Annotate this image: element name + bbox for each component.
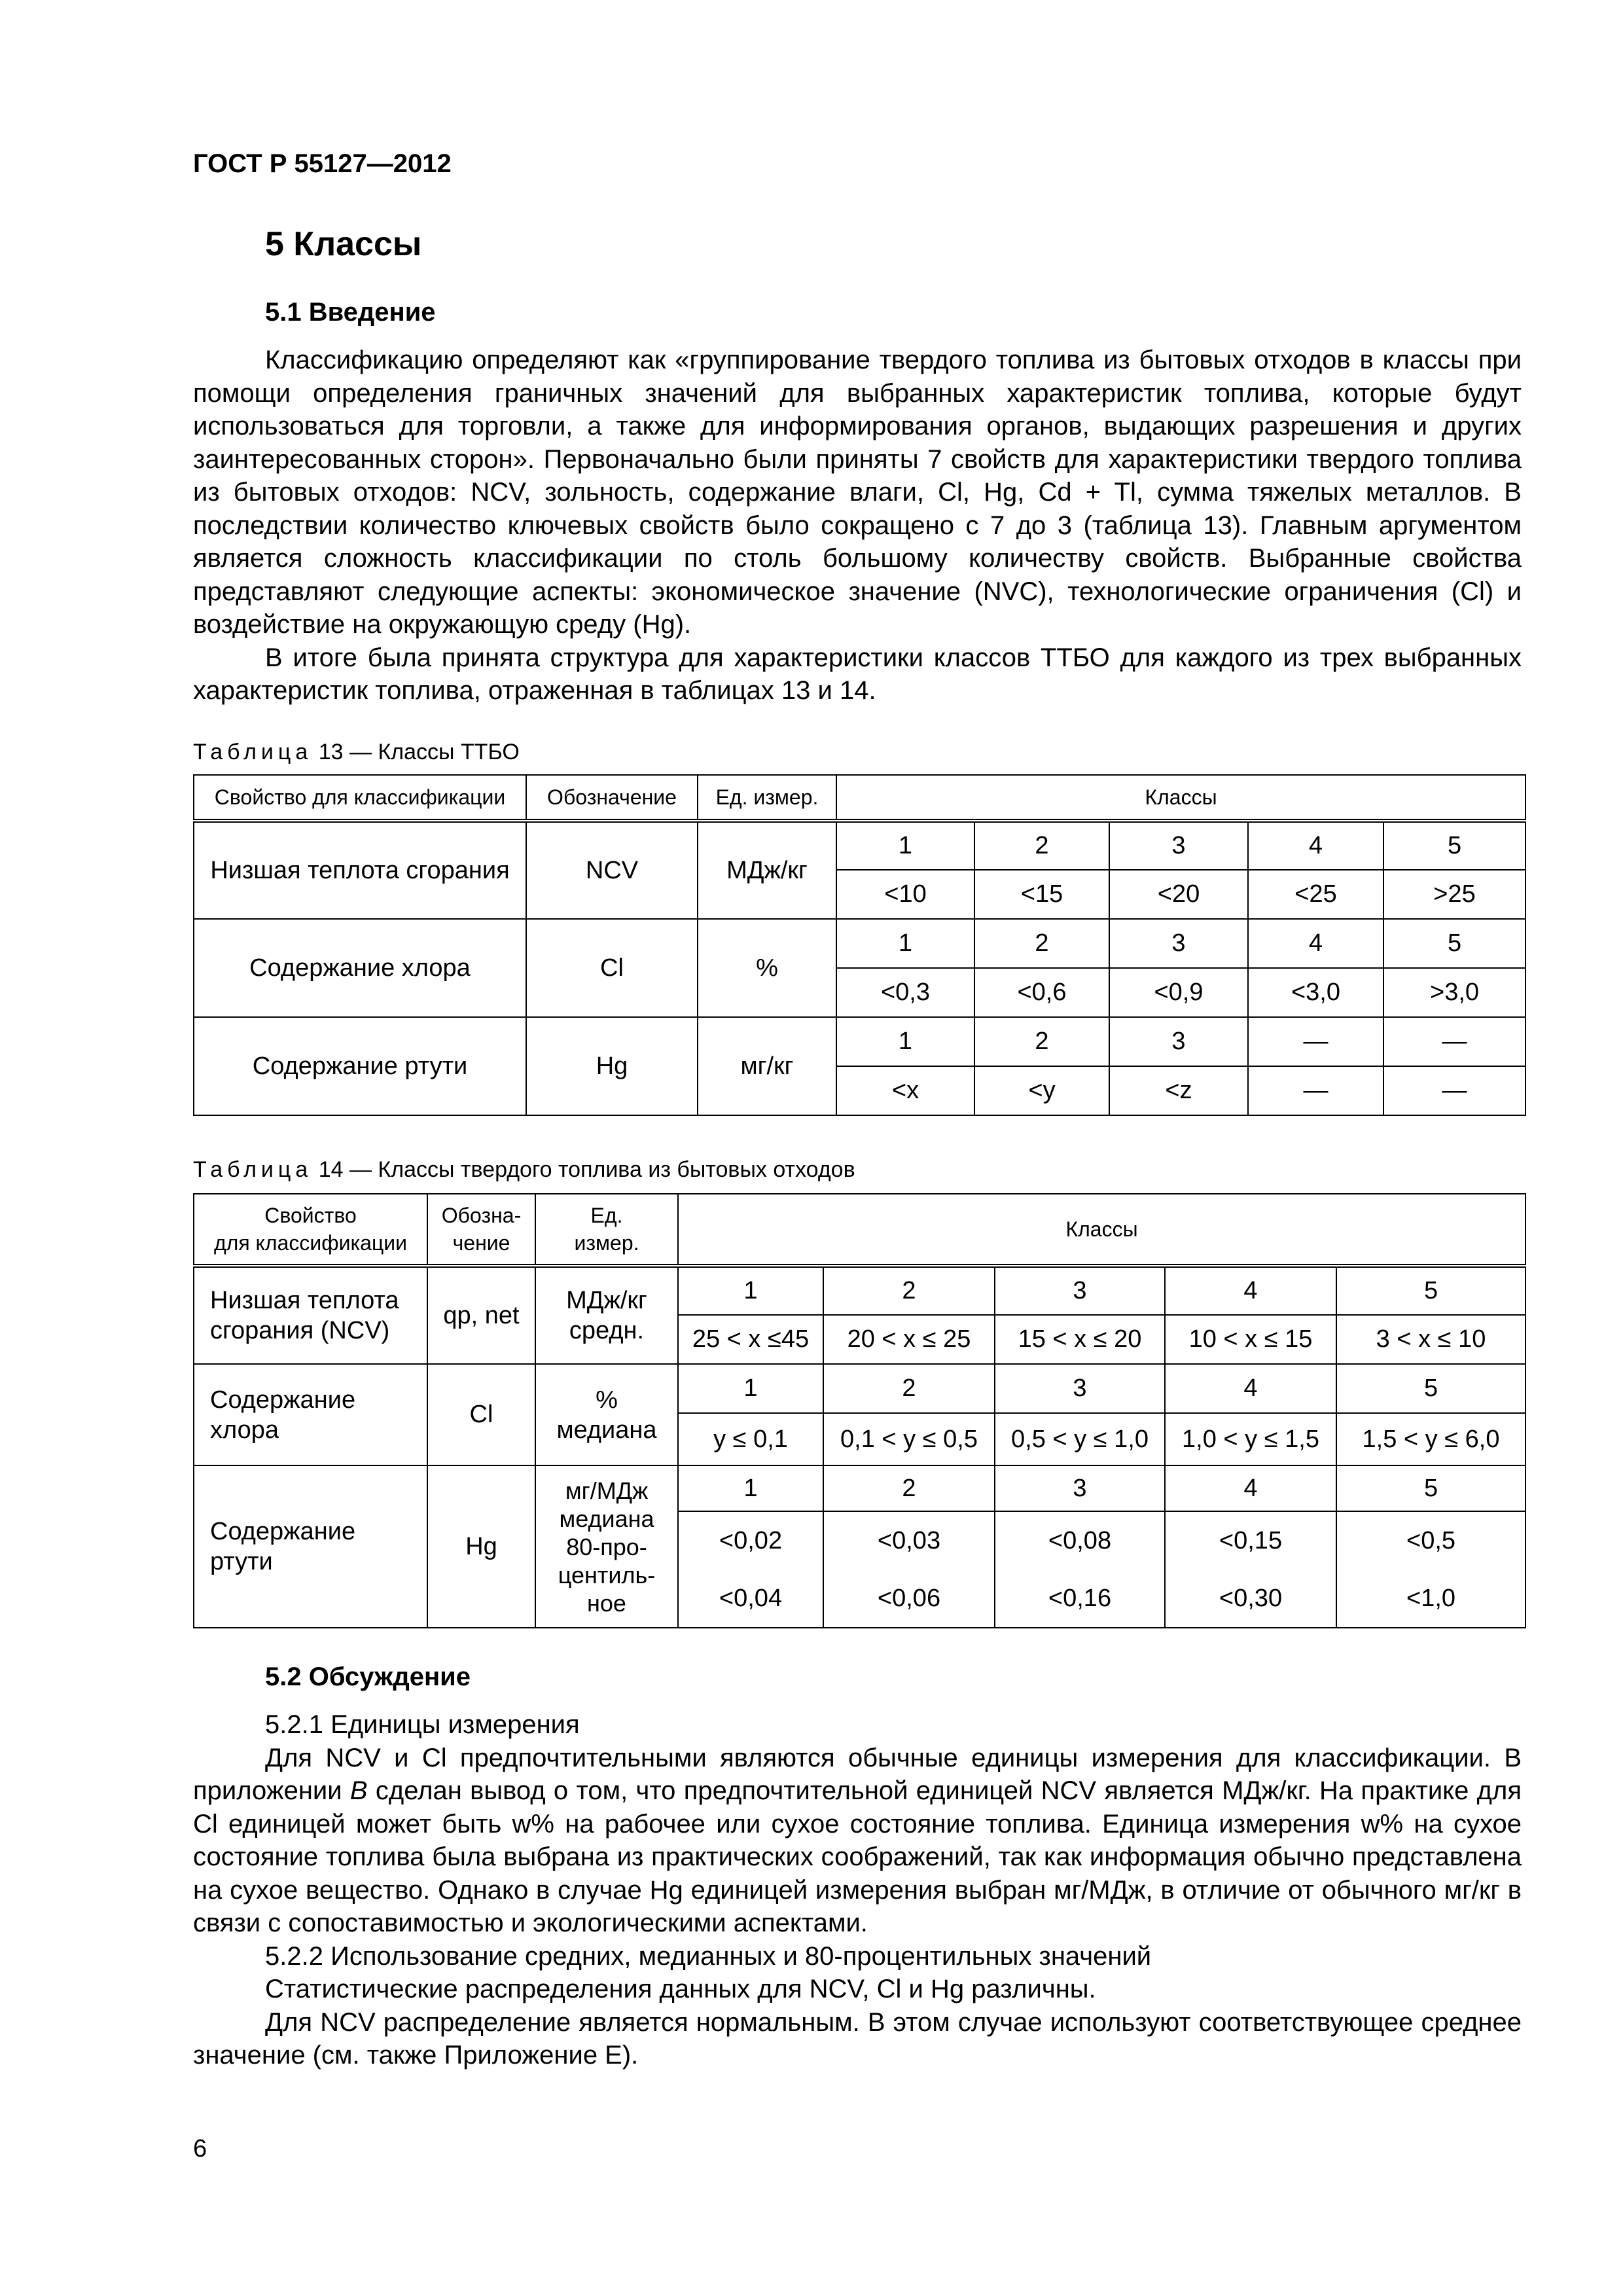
t13-ncv-symbol: NCV bbox=[526, 821, 698, 919]
t13-ncv-limit: <20 bbox=[1109, 870, 1248, 919]
t14-cl-limit: 1,0 < y ≤ 1,5 bbox=[1165, 1413, 1336, 1465]
t14-hg-class: 1 bbox=[678, 1465, 823, 1511]
t13-cl-limit: <0,3 bbox=[836, 968, 974, 1017]
t14-ncv-property: Низшая теплота сгорания (NCV) bbox=[194, 1266, 427, 1364]
t14-cl-class: 2 bbox=[823, 1364, 995, 1413]
t14-hg-p80: <0,04 bbox=[678, 1570, 823, 1628]
t13-hg-class: 2 bbox=[974, 1017, 1109, 1066]
t14-cl-class: 4 bbox=[1165, 1364, 1336, 1413]
t14-hg-p80: <1,0 bbox=[1336, 1570, 1525, 1628]
t13-ncv-class: 4 bbox=[1248, 821, 1383, 870]
t13-header-classes: Классы bbox=[836, 775, 1525, 821]
table14-caption: Таблица 14 — Классы твердого топлива из бытовых отходов bbox=[193, 1157, 855, 1182]
t14-ncv-unit: МДж/кг средн. bbox=[535, 1266, 678, 1364]
t14-hg-class: 2 bbox=[823, 1465, 995, 1511]
subsection-heading-intro: 5.1 Введение bbox=[265, 298, 436, 327]
page-number: 6 bbox=[193, 2135, 207, 2162]
t13-cl-class: 1 bbox=[836, 919, 974, 968]
table-14 bbox=[193, 1193, 1526, 1628]
t14-hg-median: <0,08 bbox=[995, 1511, 1165, 1570]
t13-hg-limit: — bbox=[1248, 1066, 1383, 1115]
t14-ncv-class: 4 bbox=[1165, 1266, 1336, 1315]
t13-hg-class: 3 bbox=[1109, 1017, 1248, 1066]
t14-ncv-class: 3 bbox=[995, 1266, 1165, 1315]
t14-hg-median: <0,02 bbox=[678, 1511, 823, 1570]
t14-hg-property: Содержание ртути bbox=[194, 1465, 427, 1628]
t14-cl-unit: % медиана bbox=[535, 1364, 678, 1465]
t13-hg-class: — bbox=[1383, 1017, 1525, 1066]
t13-ncv-limit: >25 bbox=[1383, 870, 1525, 919]
subsection-heading-discussion: 5.2 Обсуждение bbox=[265, 1662, 471, 1691]
t13-cl-symbol: Cl bbox=[526, 919, 698, 1017]
t14-header-property: Свойство для классификации bbox=[194, 1194, 427, 1266]
t13-ncv-limit: <10 bbox=[836, 870, 974, 919]
t13-ncv-class: 3 bbox=[1109, 821, 1248, 870]
t14-hg-unit: мг/МДж медиана 80-про- центиль- ное bbox=[535, 1465, 678, 1628]
t13-ncv-limit: <25 bbox=[1248, 870, 1383, 919]
t13-hg-limit: <y bbox=[974, 1066, 1109, 1115]
t13-hg-limit: <x bbox=[836, 1066, 974, 1115]
t14-header-classes: Классы bbox=[678, 1194, 1525, 1266]
clause-5-2-2-title: 5.2.2 Использование средних, медианных и 80-процентильных значений bbox=[265, 1941, 1152, 1971]
discussion-paragraph-3: Для NCV распределение является нормальным. В этом случае используют соответствующее среднее значение (см. также Приложение Е). bbox=[193, 2007, 1522, 2070]
t13-hg-property: Содержание ртути bbox=[194, 1017, 526, 1115]
t14-hg-p80: <0,16 bbox=[995, 1570, 1165, 1628]
t14-cl-limit: 0,5 < y ≤ 1,0 bbox=[995, 1413, 1165, 1465]
t14-cl-property: Содержание хлора bbox=[194, 1364, 427, 1465]
t13-ncv-property: Низшая теплота сгорания bbox=[194, 821, 526, 919]
t13-header-symbol: Обозначение bbox=[526, 775, 698, 821]
intro-paragraph-2: В итоге была принята структура для характеристики классов ТТБО для каждого из трех выбранных характеристик топлива, отраженная в таблицах 13 и 14. bbox=[193, 643, 1522, 705]
t13-ncv-limit: <15 bbox=[974, 870, 1109, 919]
t14-cl-limit: y ≤ 0,1 bbox=[678, 1413, 823, 1465]
t14-ncv-symbol: qp, net bbox=[427, 1266, 535, 1364]
t13-cl-unit: % bbox=[698, 919, 836, 1017]
t14-header-symbol: Обозна- чение bbox=[427, 1194, 535, 1266]
t14-cl-class: 1 bbox=[678, 1364, 823, 1413]
discussion-text bbox=[193, 1708, 1522, 2072]
t14-hg-class: 5 bbox=[1336, 1465, 1525, 1511]
t14-cl-limit: 0,1 < y ≤ 0,5 bbox=[823, 1413, 995, 1465]
t14-ncv-class: 5 bbox=[1336, 1266, 1525, 1315]
document-header: ГОСТ Р 55127—2012 bbox=[193, 149, 452, 178]
t13-cl-class: 4 bbox=[1248, 919, 1383, 968]
t14-hg-p80: <0,06 bbox=[823, 1570, 995, 1628]
table13-caption: Таблица 13 — Классы ТТБО bbox=[193, 740, 520, 764]
t14-ncv-limit: 10 < x ≤ 15 bbox=[1165, 1315, 1336, 1364]
discussion-paragraph-1: Для NCV и Cl предпочтительными являются обычные единицы измерения для классификации. В приложении B сделан вывод о том, что предпочтительной единицей NCV является МДж/кг. На практике для Cl единицей может быть w% на рабочее или сухое состояние топлива. Единица измерения w% на сухое состояние топлива была выбрана из практических соображений, так как информация обычно представлена на сухое вещество. Однако в случае Hg единицей измерения выбран мг/МДж, в отличие от обычного мг/кг в связи с сопоставимостью и экологическими аспектами. bbox=[193, 1743, 1522, 1937]
t13-header-unit: Ед. измер. bbox=[698, 775, 836, 821]
t13-hg-symbol: Hg bbox=[526, 1017, 698, 1115]
t13-cl-limit: <0,6 bbox=[974, 968, 1109, 1017]
t13-header-property: Свойство для классификации bbox=[194, 775, 526, 821]
t14-hg-median: <0,03 bbox=[823, 1511, 995, 1570]
t13-hg-class: 1 bbox=[836, 1017, 974, 1066]
t14-hg-median: <0,15 bbox=[1165, 1511, 1336, 1570]
t14-hg-class: 4 bbox=[1165, 1465, 1336, 1511]
t13-hg-unit: мг/кг bbox=[698, 1017, 836, 1115]
t14-cl-class: 3 bbox=[995, 1364, 1165, 1413]
t13-cl-property: Содержание хлора bbox=[194, 919, 526, 1017]
t14-cl-symbol: Cl bbox=[427, 1364, 535, 1465]
t13-cl-limit: <0,9 bbox=[1109, 968, 1248, 1017]
t13-hg-class: — bbox=[1248, 1017, 1383, 1066]
t14-ncv-limit: 3 < x ≤ 10 bbox=[1336, 1315, 1525, 1364]
t14-ncv-class: 1 bbox=[678, 1266, 823, 1315]
t13-hg-limit: <z bbox=[1109, 1066, 1248, 1115]
clause-5-2-1-title: 5.2.1 Единицы измерения bbox=[265, 1710, 580, 1739]
t14-cl-class: 5 bbox=[1336, 1364, 1525, 1413]
t13-cl-class: 3 bbox=[1109, 919, 1248, 968]
t13-ncv-class: 1 bbox=[836, 821, 974, 870]
t14-ncv-limit: 25 < x ≤45 bbox=[678, 1315, 823, 1364]
t13-cl-limit: <3,0 bbox=[1248, 968, 1383, 1017]
t14-hg-p80: <0,30 bbox=[1165, 1570, 1336, 1628]
intro-paragraph-1: Классификацию определяют как «группирование твердого топлива из бытовых отходов в классы при помощи определения граничных значений для выбранных характеристик топлива, которые будут использоваться для торговли, а также для информирования органов, выдающих разрешения и других заинтересованных сторон». Первоначально были приняты 7 свойств для характеристики твердого топлива из бытовых отходов: NCV, зольность, содержание влаги, Cl, Hg, Cd + Tl, сумма тяжелых металлов. В последствии количество ключевых свойств было сокращено с 7 до 3 (таблица 13). Главным аргументом является сложность классификации по столь большому количеству свойств. Выбранные свойства представляют следующие аспекты: экономическое значение (NVC), технологические ограничения (Cl) и воздействие на окружающую среду (Hg). bbox=[193, 346, 1522, 639]
t13-cl-class: 2 bbox=[974, 919, 1109, 968]
t13-ncv-unit: МДж/кг bbox=[698, 821, 836, 919]
t13-cl-class: 5 bbox=[1383, 919, 1525, 968]
t14-hg-class: 3 bbox=[995, 1465, 1165, 1511]
discussion-paragraph-2: Статистические распределения данных для NCV, Cl и Hg различны. bbox=[265, 1975, 1096, 2003]
t14-header-unit: Ед. измер. bbox=[535, 1194, 678, 1266]
intro-text bbox=[193, 344, 1522, 708]
t14-ncv-limit: 15 < x ≤ 20 bbox=[995, 1315, 1165, 1364]
t14-hg-symbol: Hg bbox=[427, 1465, 535, 1628]
t14-ncv-limit: 20 < x ≤ 25 bbox=[823, 1315, 995, 1364]
t14-cl-limit: 1,5 < y ≤ 6,0 bbox=[1336, 1413, 1525, 1465]
t13-cl-limit: >3,0 bbox=[1383, 968, 1525, 1017]
t14-hg-median: <0,5 bbox=[1336, 1511, 1525, 1570]
section-title: 5 Классы bbox=[265, 225, 422, 263]
table-13 bbox=[193, 774, 1526, 1116]
t14-ncv-class: 2 bbox=[823, 1266, 995, 1315]
t13-ncv-class: 2 bbox=[974, 821, 1109, 870]
t13-ncv-class: 5 bbox=[1383, 821, 1525, 870]
t13-hg-limit: — bbox=[1383, 1066, 1525, 1115]
